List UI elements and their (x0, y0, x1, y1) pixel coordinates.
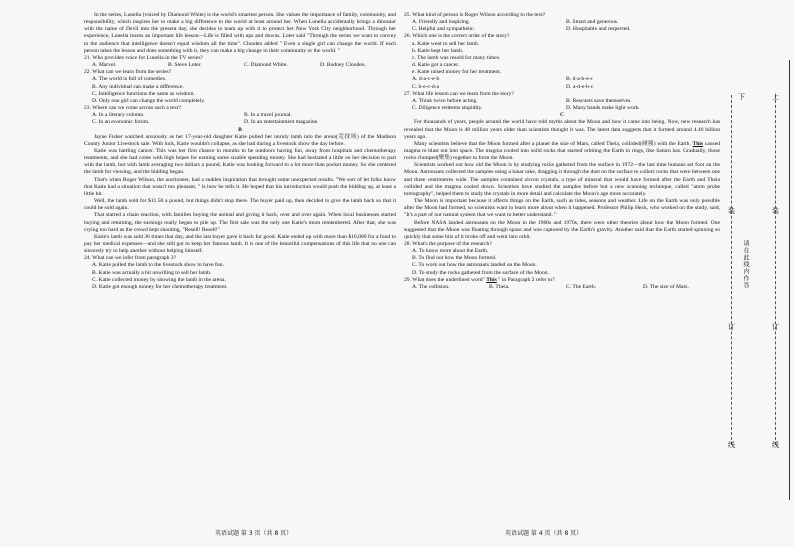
option: D. Katie got enough money for her chemotherapy treatment. (92, 283, 228, 290)
option: B. Katie was actually a bit unwilling to sell her lamb. (92, 269, 212, 276)
right-page (404, 12, 720, 291)
passage-c-paragraph-1: For thousands of years, people around the world have told myths about the Moon and how it came into being. Now, new research has revealed that the Moon is 40 million years older than scientists thought it was. The latest data suggests that it formed around 4.46 billion years ago. (404, 119, 720, 140)
margin-mark: 线 (728, 441, 735, 449)
passage-b-paragraph-5: That started a chain reaction, with families buying the animal and giving it back, over and over again. When local businesses started buying and returning, the earnings really began to pile up. The first sale was the only one Katie's mom remembered. After that, she was crying too hard as the crowd kept shouting, "Resell! Resell!" (84, 212, 396, 233)
margin-instruction: 请在此线内作答 (742, 240, 749, 289)
question-24: 24. What can we infer from paragraph 2? (84, 255, 177, 262)
question-27-options-row2 (412, 105, 720, 112)
passage-c-paragraph-4: The Moon is important because it affects things on the Earth, such as tides, seasons and weather. Life on the Earth was only possible after the Moon had formed, so scientists want to learn more about when it happened. Professor Philip Heck, who worked on the study, said, "It's a part of our natural system that we want to better understand. " (404, 198, 720, 219)
option: D. The size of Mars. (643, 283, 689, 290)
option: B. Rescuers save themselves. (566, 97, 632, 104)
option: A. Think twice before acting. (412, 97, 478, 104)
option: D. In an entertainment magazine. (244, 119, 319, 126)
question-26: 26. Which one is the correct order of the story? (404, 33, 510, 40)
option: D. Many hands make light work. (566, 105, 640, 112)
option: B. Smart and generous. (566, 19, 619, 26)
option: B. Steve Loter. (168, 62, 202, 69)
margin-mark: 装 (772, 207, 779, 215)
passage-b-paragraph-3: That's when Roger Wilson, the auctioneer, had a sudden inspiration that brought some unexpected results. "We sort of let folks know that Katie had a situation that wasn't too pleasant, " is how he tells it. He hoped that his introduction would push the bidding up, at least a little bit. (84, 176, 396, 197)
option: C. Intelligence functions the same as wisdom. (92, 90, 195, 97)
option: B. d-a-b-e-c (566, 76, 594, 83)
option: D. To study the rocks gathered from the surface of the Moon. (412, 269, 549, 276)
margin-mark: 线 (772, 441, 779, 449)
option: C. In an economic forum. (92, 119, 150, 126)
binding-dashed-line-right (775, 95, 776, 445)
question-25: 25. What kind of person is Roger Wilson according to the text? (404, 12, 546, 18)
text: " in Paragraph 2 refer to? (496, 276, 555, 283)
passage-a-paragraph: In the series, Lunella (voiced by Diamond White) is the world's smartest person. She values the importance of family, community, and responsibility, which inspires her to make a big difference to the world at least around her. When Lunella accidentally brings a dinosaur with the name of Devil into the present day, she decides to team up with it to protect her New York City neighborhood. Through her experience, Lunella learns an important life lesson—Life is filled with ups and downs. Loter said "Through the series we want to convey to the audience that intelligence doesn't equal wisdom all the time". Clouden added " Even a single girl can change the world. If each person takes the lesson and does something with it, they can make a big change in their community or the world. " (84, 12, 396, 54)
option: A. The world is full of comedies. (92, 76, 167, 83)
option: A. d-a-c-e-b (412, 76, 440, 83)
margin-mark: 装 (728, 207, 735, 215)
question-23-options-row2 (92, 119, 396, 126)
page-footer-4: 英语试题 第 4 页（共 8 页） (505, 530, 583, 537)
option: C. To work out how the astronauts landed on the Moon. (412, 262, 537, 269)
passage-b-paragraph-2: Katie was battling cancer. This was her first chance in months to be outdoors having fun, away from hospitals and chemotherapy treatments, and she had come with high hopes for earning some sizable spending money. She had hesitated a little on her decision to part with the lamb, but with lamb averaging two dollars a pound, Katie was looking forward to a lot more than pocket money. So she centered the lamb for viewing, and the bidding began. (84, 147, 396, 176)
margin-mark: 订 (772, 323, 779, 331)
story-event: c. The lamb was resold for many times. (412, 54, 501, 61)
passage-b-paragraph-1: Jayne Fisher watched anxiously as her 17-year-old daughter Katie pulled her unruly lamb into the arena(竞技场) of the Madison County Junior Livestock sale. With luck, Katie wouldn't collapse, as she had during a livestock show the day before. (84, 133, 396, 147)
option: A. In a literary column. (92, 112, 145, 119)
option: D. Only one girl can change the world completely. (92, 97, 206, 104)
underlined-word: This (692, 140, 704, 147)
option: C. b-e-c-d-a (412, 83, 440, 90)
option: A. Katie pulled the lamb to the livestock show to have fun. (92, 262, 224, 269)
question-28: 28. What's the purpose of the research? (404, 241, 492, 247)
question-21: 21. Who provides voice for Lunella in the TV series? (84, 54, 203, 61)
margin-mark: 上 (772, 93, 779, 101)
option: D. Rodney Clouden. (320, 62, 366, 69)
question-27: 27. What life lesson can we learn from the story? (404, 90, 514, 97)
margin-mark: 下 (738, 93, 745, 101)
section-c-heading: C (559, 112, 565, 119)
option: B. To find out how the Moon formed. (412, 255, 497, 262)
option: A. The collision. (412, 283, 450, 290)
underlined-word: This (486, 276, 497, 283)
story-event: b. Katie kept her lamb. (412, 47, 464, 54)
question-29 (404, 277, 720, 284)
option: C. The Earth. (566, 283, 597, 290)
option: C. Diligence redeems stupidity. (412, 105, 483, 112)
text: caused magma to blast out into space. The magma cooled into solid rocks that started orbiting the Earth in rings, like Saturn has. Gradually, those rocks clumped(聚集) together to form the Moon. (404, 140, 720, 162)
question-29-options (412, 284, 720, 291)
question-26-options-row1 (412, 76, 720, 83)
option: B. Any individual can make a difference. (92, 83, 184, 90)
question-26-options-row2 (412, 84, 720, 91)
text: Many scientists believe that the Moon formed after a planet the size of Mars, called Theia, collided(碰撞) with the Earth. (414, 140, 693, 147)
passage-c-paragraph-3: Scientists worked out how old the Moon is by studying rocks gathered from the surface in 1972—the last time humans set foot on the Moon. Astronauts collected the samples using a lunar rake, dragging it through the dust on the surface to collect rocks that were between one and three centimetres wide. The samples contained zircon crystals, a type of mineral that would have formed after the Earth and Theia collided and the magma cooled down. Scientists have studied the samples before but a new scanning technique, called "atom probe tomography", helped them to study the crystals in more detail and calculate the Moon's age more accurately. (404, 162, 720, 197)
text: 29. What does the underlined word" (404, 276, 487, 283)
story-event: e. Katie raised money for her treatment. (412, 69, 502, 76)
option: A. Marvel. (92, 62, 117, 69)
story-event: a. Katie went to sell her lamb. (412, 40, 480, 47)
section-b-heading: B (238, 126, 242, 133)
story-event: d. Katie got a cancer. (412, 62, 460, 69)
option: D. Hospitable and respected. (566, 26, 631, 33)
option: A. To know more about the Earth. (412, 248, 489, 255)
option: D. a-d-e-b-c (566, 83, 594, 90)
option: C. Helpful and sympathetic. (412, 26, 475, 33)
option: C. Diamond White. (244, 62, 288, 69)
question-22: 22. What can we learn from the series? (84, 69, 172, 76)
page-footer-3: 英语试题 第 3 页（共 8 页） (215, 530, 293, 537)
margin-mark: 订 (728, 323, 735, 331)
binding-dashed-line-left (731, 95, 732, 445)
question-23: 23. Where can we come across such a text? (84, 105, 181, 112)
option: C. Katie collected money by showing the lamb in the arena. (92, 276, 226, 283)
binding-edge-line (789, 60, 790, 500)
passage-b-paragraph-6: Katie's lamb was sold 36 times that day, and the last buyer gave it back for good. Katie ended up with more than $16,000 for a fund to pay her medical expenses—and she still got to keep her famous lamb. It is one of the beautiful compensations of this life that no one can sincerely try to help another without helping himself. (84, 233, 396, 255)
passage-b-paragraph-4: Well, the lamb sold for $11.50 a pound, but things didn't stop there. The buyer paid up, then decided to give the lamb back so that it could be sold again. (84, 198, 396, 212)
option: B. In a travel journal. (244, 112, 292, 119)
left-page (84, 12, 396, 291)
option: A. Friendly and inspiring. (412, 19, 470, 26)
passage-c-paragraph-2 (404, 141, 720, 162)
passage-c-paragraph-5: Before NASA landed astronauts on the Moon in the 1960s and 1970s, there were other theories about how the Moon formed. One suggested that the Moon was floating through space and was captured by the Earth's gravity. Another said that the Earth started spinning so quickly that some bits of it broke off and went into orbit. (404, 219, 720, 240)
question-27-options-row1 (412, 98, 720, 105)
option: B. Theia. (489, 283, 510, 290)
